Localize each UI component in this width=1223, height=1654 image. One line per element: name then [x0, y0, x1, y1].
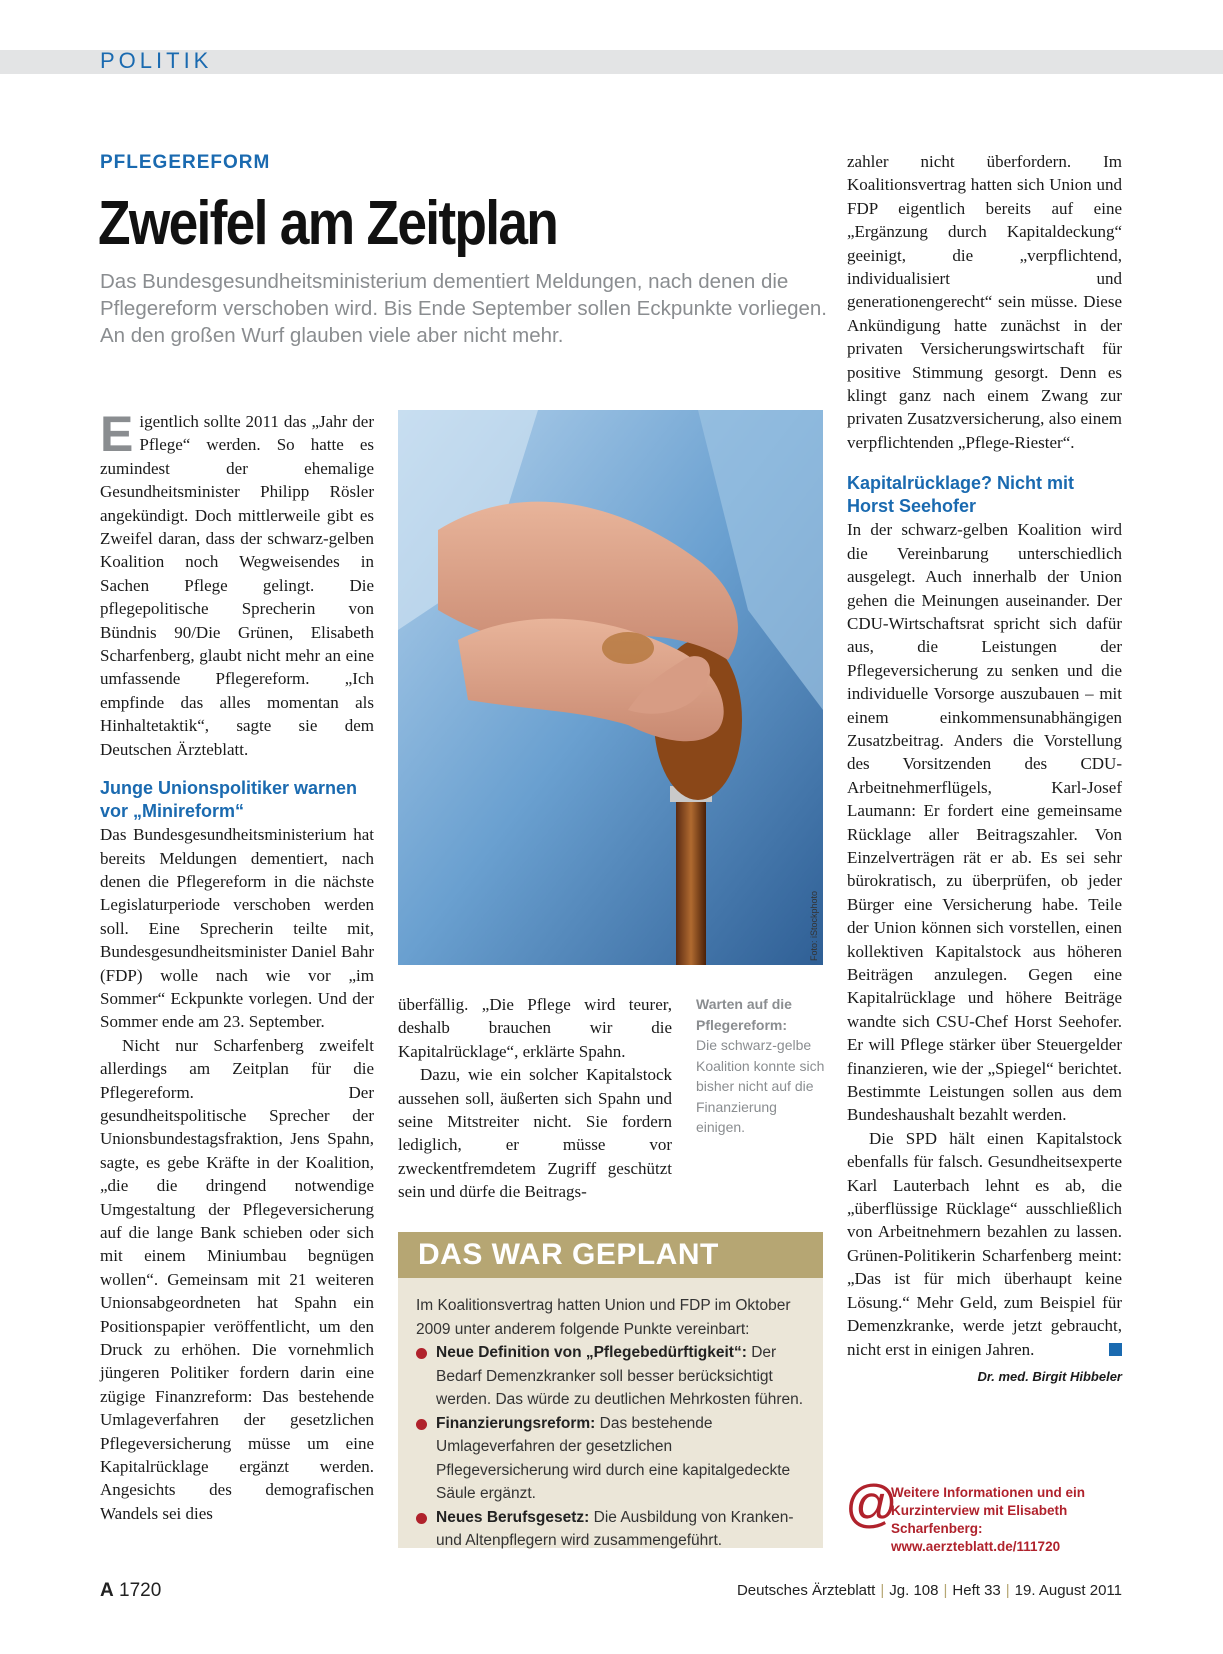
list-item-text: Der Bedarf Demenzkranker soll besser berücksichtigt werden. Das würde zu deutlichen Mehrkosten führen. — [436, 1344, 804, 1408]
section-label: POLITIK — [100, 48, 213, 73]
publication-name: Deutsches Ärzteblatt — [736, 1582, 876, 1599]
end-mark-icon — [1109, 1343, 1122, 1356]
paragraph: überfällig. „Die Pflege wird teurer, deshalb brauchen wir die Kapitalrücklage“, erklärte Spahn. — [398, 995, 672, 1061]
article-kicker: PFLEGEREFORM — [100, 152, 271, 173]
list-item — [416, 1506, 805, 1553]
photo-caption — [696, 994, 826, 1138]
info-box-list — [416, 1341, 805, 1553]
page-number — [100, 1580, 161, 1602]
subheading: Junge Unionspolitiker warnen vor „Minireform“ — [100, 778, 358, 822]
page-number-value: 1720 — [119, 1580, 162, 1601]
list-item-label: Neue Definition von „Pflegebedürftigkeit“: — [436, 1344, 747, 1361]
article-photo — [398, 410, 823, 965]
paragraph: Dazu, wie ein solcher Kapitalstock aussehen soll, äußerten sich Spahn und seine Mitstreiter nicht. Sie fordern lediglich, er müsse vor zweckentfremdetem Zugriff geschützt sein und dürfe die Beitrags- — [398, 1065, 672, 1202]
publication-date: 19. August 2011 — [1014, 1582, 1122, 1599]
subheading: Kapitalrücklage? Nicht mit Horst Seehofer — [847, 473, 1075, 517]
article-lead: Das Bundesgesundheitsministerium dementiert Meldungen, nach denen die Pflegereform verschoben wird. Bis Ende September sollen Eckpunkte vorliegen. An den großen Wurf glauben viele aber nicht mehr. — [100, 270, 827, 347]
paragraph-text: Die SPD hält einen Kapitalstock ebenfalls für falsch. Gesundheitsexperte Karl Lauterbach lehnt es ab, die „überflüssige Rücklage“ ausschließlich von Arbeitnehmern bezahlen zu lassen. Grünen-Politikerin Scharfenberg meint: „Das ist für mich überhaupt keine Lösung.“ Mehr Geld, zum Beispiel für Demenzkranke, werde jetzt gebraucht, nicht erst in einigen Jahren. — [847, 1128, 1122, 1359]
list-item-label: Finanzierungsreform: — [436, 1414, 596, 1432]
paragraph-text: igentlich sollte 2011 das „Jahr der Pflege“ werden. So hatte es zumindest der ehemalige Gesundheitsminister Philipp Rösler angekündigt. Doch mittlerweile gibt es Zweifel daran, dass der schwarz-gelben Koalition noch Wegweisendes in Sachen Pflege gelingt. Die pflegepolitische Sprecherin von Bündnis 90/Die Grünen, Elisabeth Scharfenberg, glaubt nicht mehr an eine umfassende Pflegereform. „Ich empfinde das alles momentan als Hinhaltetaktik“, sagte sie dem Deutschen Ärzteblatt. — [100, 412, 374, 759]
hands-on-cane-image — [398, 410, 823, 965]
text-column-1 — [100, 406, 374, 1525]
page-prefix: A — [100, 1580, 114, 1601]
footer-separator: | — [880, 1582, 885, 1599]
info-box-title: DAS WAR GEPLANT — [398, 1232, 823, 1278]
photo-credit: Foto: iStockphoto — [809, 890, 819, 961]
publication-issue: Heft 33 — [952, 1582, 1001, 1599]
info-box-body — [398, 1278, 823, 1553]
list-item — [416, 1341, 805, 1412]
list-item-text: Das bestehende Umlageverfahren der gesetzlichen Pflegeversicherung wird durch eine kapitalgedeckte Säule ergänzt. — [436, 1414, 791, 1502]
bullet-icon — [416, 1348, 427, 1359]
caption-title: Warten auf die Pflegereform: — [696, 996, 792, 1033]
info-box — [398, 1232, 823, 1548]
list-item — [416, 1412, 805, 1506]
article-headline: Zweifel am Zeitplan — [98, 189, 558, 258]
drop-cap: E — [100, 406, 134, 462]
publication-volume: Jg. 108 — [889, 1582, 939, 1599]
list-item-text: Die Ausbildung von Kranken- und Altenpflegern wird zusammengeführt. — [436, 1508, 794, 1549]
footer-separator: | — [943, 1582, 948, 1599]
paragraph: In der schwarz-gelben Koalition wird die Vereinbarung unterschiedlich ausgelegt. Auch innerhalb der Union gehen die Meinungen auseinander. Der CDU-Wirtschaftsrat spricht sich dafür aus, die Leistungen der Pflegeversicherung zu senken und die individuelle Vorsorge auszubauen – mit einem einkommensunabhängigen Zusatzbeitrag. Anders die Vorstellung des Vorsitzenden des CDU-Arbeitnehmerflügels, Karl-Josef Laumann: Er fordert eine gemeinsame Rücklage aller Beitragszahler. Von Einzelverträgen rät er ab. Es sei sehr bürokratisch, zu überprüfen, ob jeder Bürger eine Versicherung habe. Teile der Union können sich vorstellen, einen kollektiven Kapitalstock aus höheren Beiträgen anzulegen. Gegen eine Kapitalrücklage und höhere Beiträge wandte sich CSU-Chef Horst Seehofer. Er will Pflege stärker über Steuergelder finanzieren, wie der „Spiegel“ berichtet. Bestimmte Leistungen sollen aus dem Bundeshaushalt bezahlt werden. — [847, 520, 1122, 1125]
footer-separator: | — [1005, 1582, 1010, 1599]
caption-text: Die schwarz-gelbe Koalition konnte sich bisher nicht auf die Finanzierung einigen. — [696, 1037, 825, 1135]
list-item-label: Neues Berufsgesetz: — [436, 1508, 590, 1526]
bullet-icon — [416, 1419, 427, 1430]
text-column-2 — [398, 993, 672, 1204]
paragraph: zahler nicht überfordern. Im Koalitionsvertrag hatten sich Union und FDP eigentlich bereits auf eine „Ergänzung durch Kapitaldeckung“ geeinigt, die „verpflichtend, individualisiert und generationengerecht“ sein müsse. Diese Ankündigung hatte zunächst in der privaten Versicherungswirtschaft für positive Stimmung gesorgt. Denn es klingt ganz nach einem Zwang zur privaten Zusatzversicherung, also einem verpflichtenden „Pflege-Riester“. — [847, 152, 1122, 452]
publication-footer — [737, 1582, 1122, 1599]
further-info-link[interactable]: Weitere Informationen und ein Kurzinterview mit Elisabeth Scharfenberg: www.aerzteblatt.de/111720 — [891, 1485, 1086, 1554]
paragraph — [847, 1127, 1122, 1361]
info-box-intro: Im Koalitionsvertrag hatten Union und FDP im Oktober 2009 unter anderem folgende Punkte vereinbart: — [416, 1297, 791, 1338]
bullet-icon — [416, 1513, 427, 1524]
text-column-3 — [847, 150, 1122, 1388]
paragraph: Das Bundesgesundheitsministerium hat bereits Meldungen dementiert, nach denen die Pflegereform in die nächste Legislaturperiode verschoben werden soll. Eine Sprecherin teilte mit, Bundesgesundheitsminister Daniel Bahr (FDP) wolle nach wie vor „im Sommer“ Eckpunkte vorlegen. Und der Sommer ende am 23. September. — [100, 825, 374, 1032]
article-author: Dr. med. Birgit Hibbeler — [977, 1368, 1122, 1384]
at-icon: @ — [845, 1475, 898, 1533]
paragraph: Nicht nur Scharfenberg zweifelt allerdings am Zeitplan für die Pflegereform. Der gesundheitspolitische Sprecher der Unionsbundestagsfraktion, Jens Spahn, sagte, es gebe Kräfte in der Koalition, „die die dringend notwendige Umgestaltung der Pflegeversicherung auf die lange Bank schieben oder sich mit einem Miniumbau begnügen wollen“. Gemeinsam mit 21 weiteren Unionsabgeordneten hat Spahn ein Positionspapier veröffentlicht, um den Druck zu erhöhen. Die vornehmlich jüngeren Politiker fordern darin eine zügige Finanzreform: Das bestehende Umlageverfahren der gesetzlichen Pflegeversicherung müsse um eine Kapitalrücklage ergänzt werden. Angesichts des demografischen Wandels sei dies — [100, 1035, 374, 1523]
paragraph — [100, 406, 374, 761]
